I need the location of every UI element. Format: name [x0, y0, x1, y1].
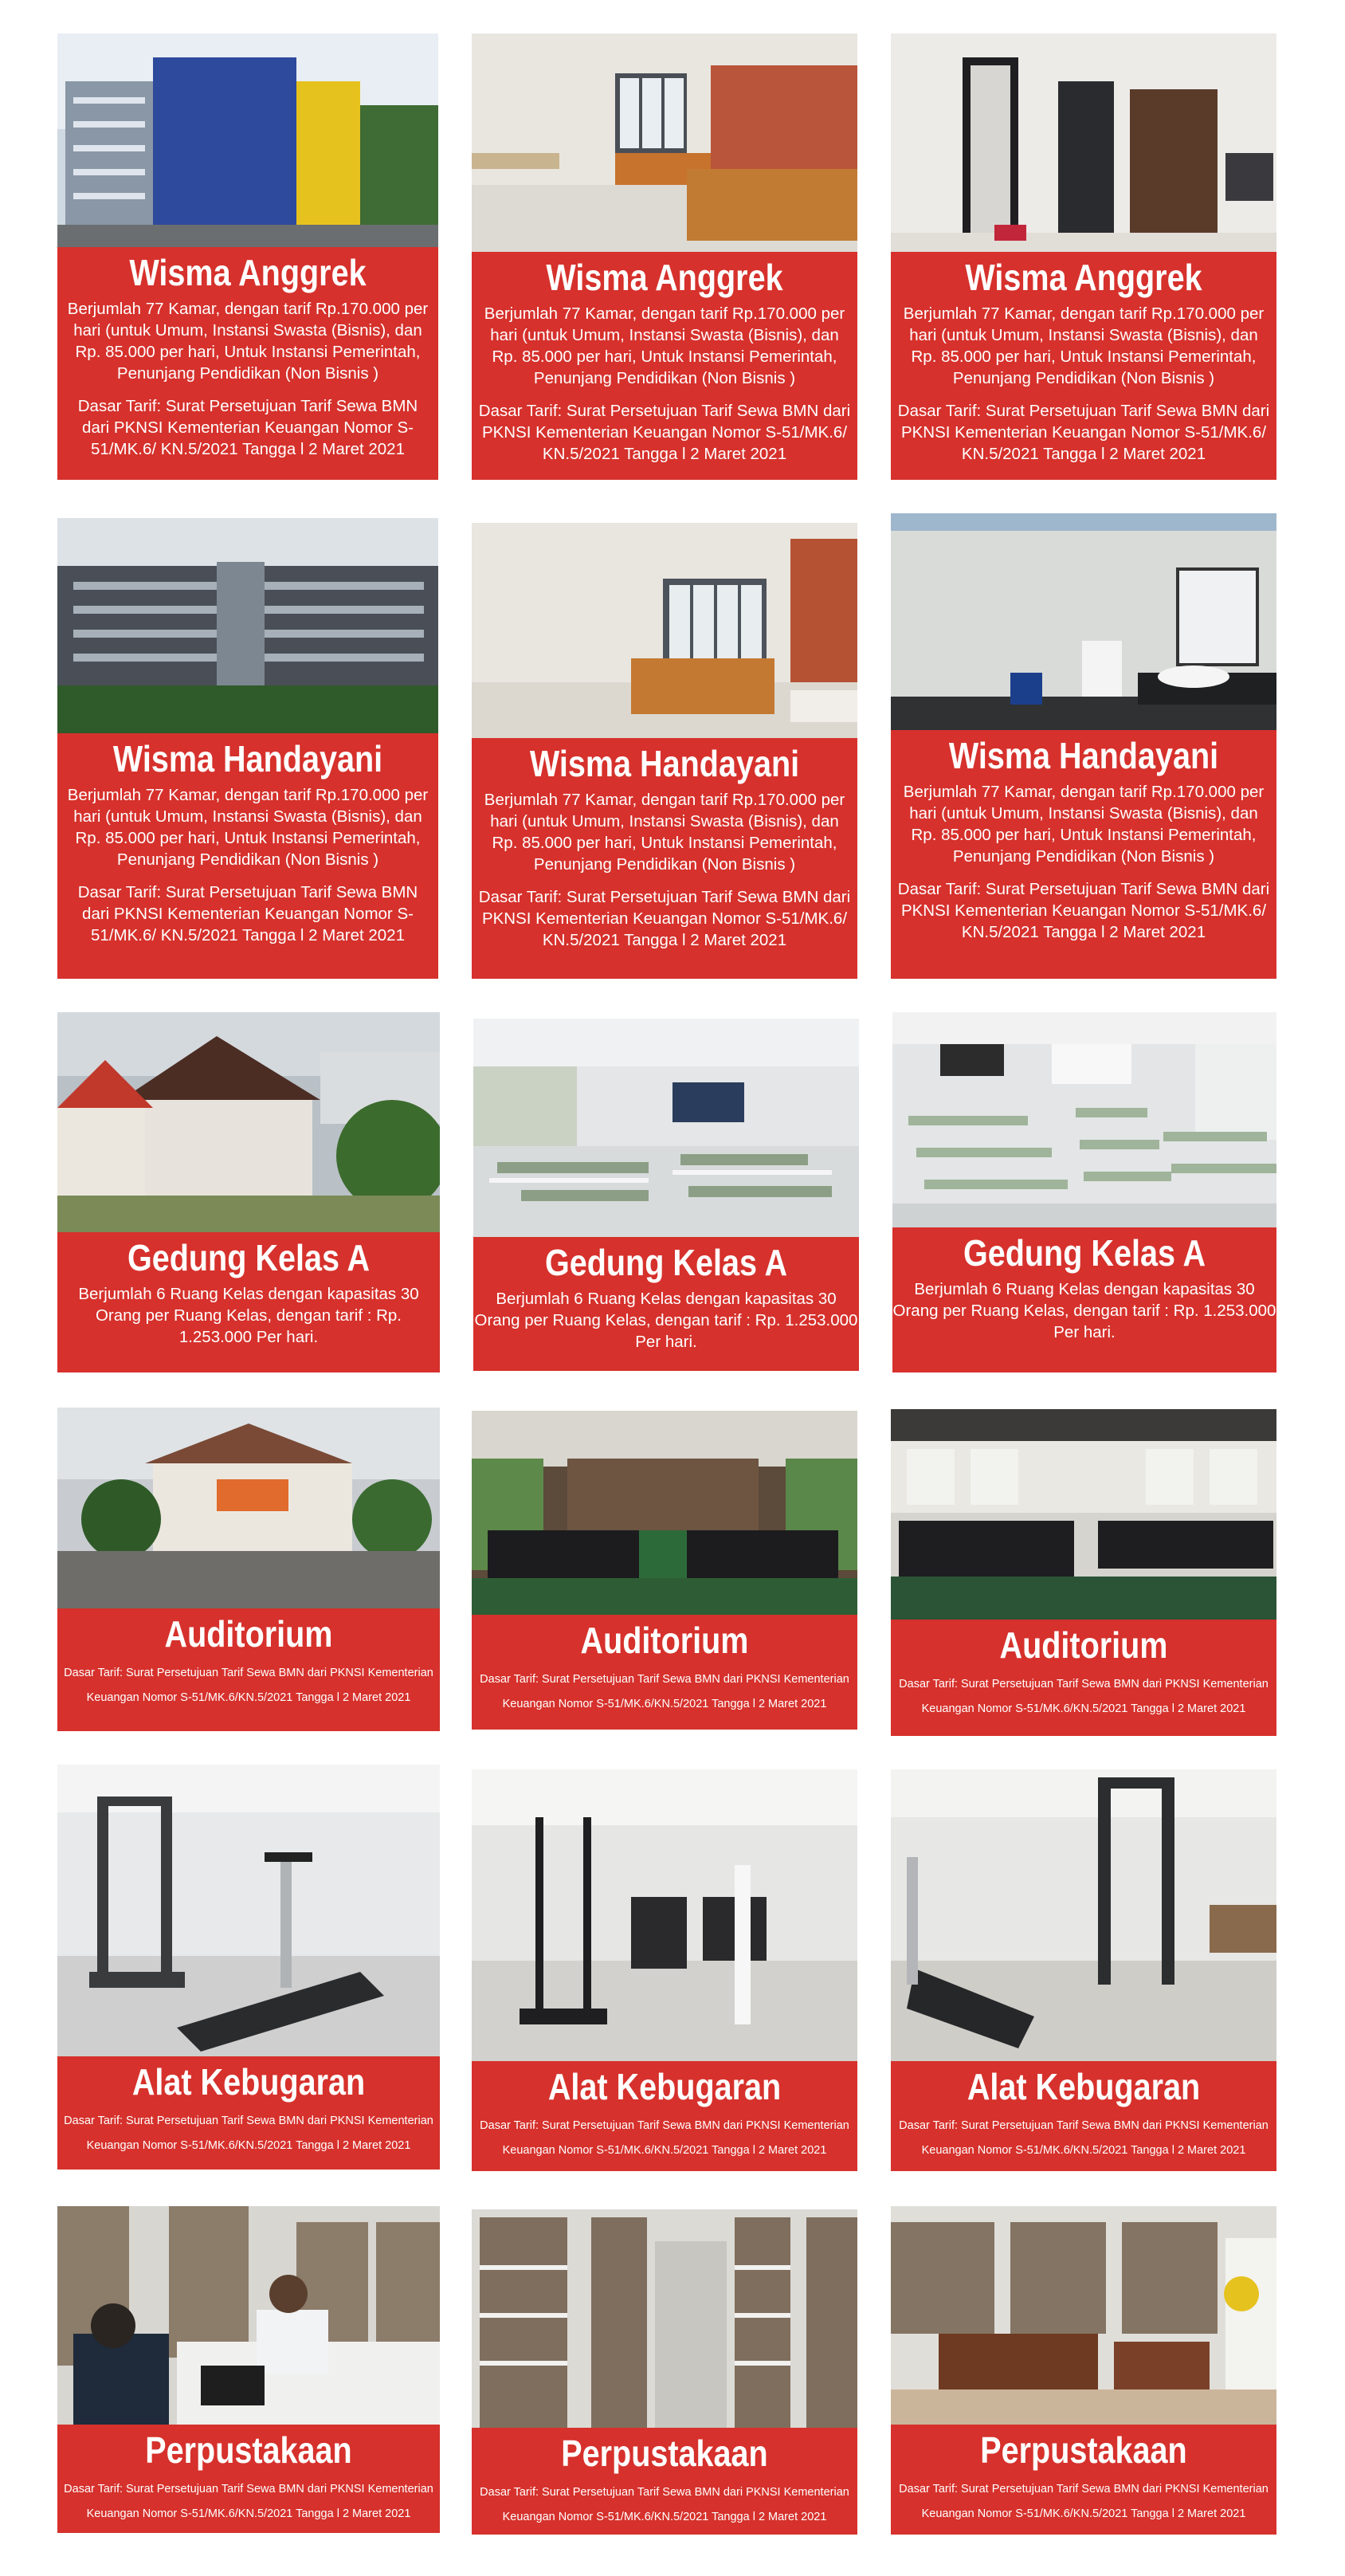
- card-description: Berjumlah 6 Ruang Kelas dengan kapasitas 30 Orang per Ruang Kelas, dengan tarif : Rp. 1.253.000 Per hari.: [78, 1285, 419, 1346]
- library-photo: [891, 2206, 1276, 2425]
- gym-photo: [891, 1769, 1276, 2061]
- card-tarif: Dasar Tarif: Surat Persetujuan Tarif Sewa BMN dari PKNSI Kementerian Keuangan Nomor S-51/MK.6/KN.5/2021 Tangga l 2 Maret 2021: [480, 1673, 849, 1710]
- card-wisma-anggrek-2: [472, 33, 857, 480]
- card-description: Berjumlah 77 Kamar, dengan tarif Rp.170.000 per hari (untuk Umum, Instansi Swasta (Bisnis), dan Rp. 85.000 per hari, Untuk Instansi Pemerintah, Penunjang Pendidikan (Non Bisnis ): [903, 304, 1265, 387]
- info-panel: [891, 730, 1276, 979]
- info-panel: [57, 1232, 440, 1372]
- info-panel: [891, 1620, 1276, 1736]
- building-photo: [57, 1408, 440, 1608]
- room-photo: [472, 33, 857, 252]
- card-tarif: Dasar Tarif: Surat Persetujuan Tarif Sewa BMN dari PKNSI Kementerian Keuangan Nomor S-51/MK.6/ KN.5/2021 Tangga l 2 Maret 2021: [897, 880, 1270, 941]
- info-panel: [892, 1227, 1276, 1372]
- info-panel: [891, 2425, 1276, 2535]
- card-title: Wisma Anggrek: [546, 257, 783, 298]
- card-title: Gedung Kelas A: [963, 1232, 1206, 1274]
- info-panel: [891, 2061, 1276, 2171]
- card-tarif: Dasar Tarif: Surat Persetujuan Tarif Sewa BMN dari PKNSI Kementerian Keuangan Nomor S-51/MK.6/ KN.5/2021 Tangga l 2 Maret 2021: [77, 883, 418, 944]
- card-title: Alat Kebugaran: [131, 2061, 366, 2103]
- info-panel: [57, 1608, 440, 1731]
- card-description: Berjumlah 6 Ruang Kelas dengan kapasitas 30 Orang per Ruang Kelas, dengan tarif : Rp. 1.253.000 Per hari.: [892, 1280, 1276, 1341]
- card-title: Wisma Handayani: [112, 738, 383, 779]
- bathroom-photo: [891, 513, 1276, 730]
- card-description: Berjumlah 77 Kamar, dengan tarif Rp.170.000 per hari (untuk Umum, Instansi Swasta (Bisnis), dan Rp. 85.000 per hari, Untuk Instansi Pemerintah, Penunjang Pendidikan (Non Bisnis ): [484, 791, 845, 874]
- card-description: Berjumlah 6 Ruang Kelas dengan kapasitas 30 Orang per Ruang Kelas, dengan tarif : Rp. 1.253.000 Per hari.: [474, 1290, 858, 1351]
- card-tarif: Dasar Tarif: Surat Persetujuan Tarif Sewa BMN dari PKNSI Kementerian Keuangan Nomor S-51/MK.6/ KN.5/2021 Tangga l 2 Maret 2021: [897, 402, 1270, 463]
- info-panel: [891, 252, 1276, 480]
- info-panel: [472, 738, 857, 979]
- info-panel: [57, 733, 438, 979]
- card-perpustakaan-2: [472, 2209, 857, 2535]
- card-tarif: Dasar Tarif: Surat Persetujuan Tarif Sewa BMN dari PKNSI Kementerian Keuangan Nomor S-51/MK.6/KN.5/2021 Tangga l 2 Maret 2021: [899, 1678, 1269, 1715]
- card-auditorium-2: [472, 1411, 857, 1730]
- building-photo: [57, 518, 438, 733]
- card-title: Wisma Anggrek: [129, 252, 367, 293]
- card-description: Berjumlah 77 Kamar, dengan tarif Rp.170.000 per hari (untuk Umum, Instansi Swasta (Bisnis), dan Rp. 85.000 per hari, Untuk Instansi Pemerintah, Penunjang Pendidikan (Non Bisnis ): [903, 783, 1265, 866]
- card-wisma-handayani-2: [472, 523, 857, 979]
- card-title: Gedung Kelas A: [127, 1237, 371, 1278]
- auditorium-photo: [472, 1411, 857, 1615]
- classroom-photo: [473, 1019, 859, 1237]
- card-tarif: Dasar Tarif: Surat Persetujuan Tarif Sewa BMN dari PKNSI Kementerian Keuangan Nomor S-51/MK.6/KN.5/2021 Tangga l 2 Maret 2021: [480, 2486, 849, 2523]
- card-gedung-kelas-3: [892, 1012, 1276, 1372]
- card-alat-kebugaran-3: [891, 1769, 1276, 2171]
- card-title: Perpustakaan: [980, 2429, 1187, 2471]
- library-photo: [57, 2206, 440, 2425]
- card-description: Berjumlah 77 Kamar, dengan tarif Rp.170.000 per hari (untuk Umum, Instansi Swasta (Bisnis), dan Rp. 85.000 per hari, Untuk Instansi Pemerintah, Penunjang Pendidikan (Non Bisnis ): [67, 300, 429, 383]
- card-wisma-handayani-1: [57, 518, 438, 979]
- building-photo: [57, 1012, 440, 1232]
- card-title: Auditorium: [164, 1613, 333, 1655]
- card-title: Gedung Kelas A: [544, 1242, 788, 1283]
- room-photo: [472, 523, 857, 738]
- card-alat-kebugaran-2: [472, 1769, 857, 2171]
- card-tarif: Dasar Tarif: Surat Persetujuan Tarif Sewa BMN dari PKNSI Kementerian Keuangan Nomor S-51/MK.6/KN.5/2021 Tangga l 2 Maret 2021: [64, 2115, 433, 2152]
- card-gedung-kelas-2: [473, 1019, 859, 1371]
- card-tarif: Dasar Tarif: Surat Persetujuan Tarif Sewa BMN dari PKNSI Kementerian Keuangan Nomor S-51/MK.6/KN.5/2021 Tangga l 2 Maret 2021: [899, 2119, 1269, 2157]
- info-panel: [473, 1237, 859, 1371]
- card-description: Berjumlah 77 Kamar, dengan tarif Rp.170.000 per hari (untuk Umum, Instansi Swasta (Bisnis), dan Rp. 85.000 per hari, Untuk Instansi Pemerintah, Penunjang Pendidikan (Non Bisnis ): [484, 304, 845, 387]
- gym-photo: [472, 1769, 857, 2061]
- building-photo: [57, 33, 438, 247]
- card-title: Perpustakaan: [561, 2433, 768, 2474]
- card-gedung-kelas-1: [57, 1012, 440, 1372]
- card-title: Auditorium: [999, 1624, 1168, 1666]
- auditorium-photo: [891, 1409, 1276, 1620]
- card-title: Alat Kebugaran: [547, 2066, 782, 2107]
- card-tarif: Dasar Tarif: Surat Persetujuan Tarif Sewa BMN dari PKNSI Kementerian Keuangan Nomor S-51/MK.6/KN.5/2021 Tangga l 2 Maret 2021: [64, 1667, 433, 1704]
- card-wisma-anggrek-1: [57, 33, 438, 480]
- info-panel: [472, 2061, 857, 2171]
- card-title: Alat Kebugaran: [967, 2066, 1201, 2107]
- card-title: Auditorium: [580, 1620, 749, 1661]
- room-photo: [891, 33, 1276, 252]
- gym-photo: [57, 1765, 440, 2056]
- card-auditorium-1: [57, 1408, 440, 1731]
- card-title: Wisma Anggrek: [965, 257, 1202, 298]
- card-tarif: Dasar Tarif: Surat Persetujuan Tarif Sewa BMN dari PKNSI Kementerian Keuangan Nomor S-51/MK.6/ KN.5/2021 Tangga l 2 Maret 2021: [77, 397, 418, 458]
- card-title: Perpustakaan: [145, 2429, 352, 2471]
- info-panel: [472, 1615, 857, 1730]
- card-description: Berjumlah 77 Kamar, dengan tarif Rp.170.000 per hari (untuk Umum, Instansi Swasta (Bisnis), dan Rp. 85.000 per hari, Untuk Instansi Pemerintah, Penunjang Pendidikan (Non Bisnis ): [67, 786, 429, 869]
- info-panel: [472, 252, 857, 480]
- card-tarif: Dasar Tarif: Surat Persetujuan Tarif Sewa BMN dari PKNSI Kementerian Keuangan Nomor S-51/MK.6/ KN.5/2021 Tangga l 2 Maret 2021: [478, 402, 851, 463]
- card-tarif: Dasar Tarif: Surat Persetujuan Tarif Sewa BMN dari PKNSI Kementerian Keuangan Nomor S-51/MK.6/KN.5/2021 Tangga l 2 Maret 2021: [64, 2483, 433, 2520]
- info-panel: [57, 247, 438, 480]
- card-auditorium-3: [891, 1409, 1276, 1736]
- card-perpustakaan-3: [891, 2206, 1276, 2535]
- card-wisma-anggrek-3: [891, 33, 1276, 480]
- card-tarif: Dasar Tarif: Surat Persetujuan Tarif Sewa BMN dari PKNSI Kementerian Keuangan Nomor S-51/MK.6/KN.5/2021 Tangga l 2 Maret 2021: [899, 2483, 1269, 2520]
- card-tarif: Dasar Tarif: Surat Persetujuan Tarif Sewa BMN dari PKNSI Kementerian Keuangan Nomor S-51/MK.6/ KN.5/2021 Tangga l 2 Maret 2021: [478, 888, 851, 949]
- info-panel: [472, 2428, 857, 2535]
- classroom-photo: [892, 1012, 1276, 1227]
- card-alat-kebugaran-1: [57, 1765, 440, 2170]
- card-perpustakaan-1: [57, 2206, 440, 2533]
- info-panel: [57, 2056, 440, 2170]
- card-title: Wisma Handayani: [529, 743, 800, 784]
- card-wisma-handayani-3: [891, 513, 1276, 979]
- library-photo: [472, 2209, 857, 2428]
- info-panel: [57, 2425, 440, 2533]
- card-title: Wisma Handayani: [948, 735, 1219, 776]
- card-tarif: Dasar Tarif: Surat Persetujuan Tarif Sewa BMN dari PKNSI Kementerian Keuangan Nomor S-51/MK.6/KN.5/2021 Tangga l 2 Maret 2021: [480, 2119, 849, 2157]
